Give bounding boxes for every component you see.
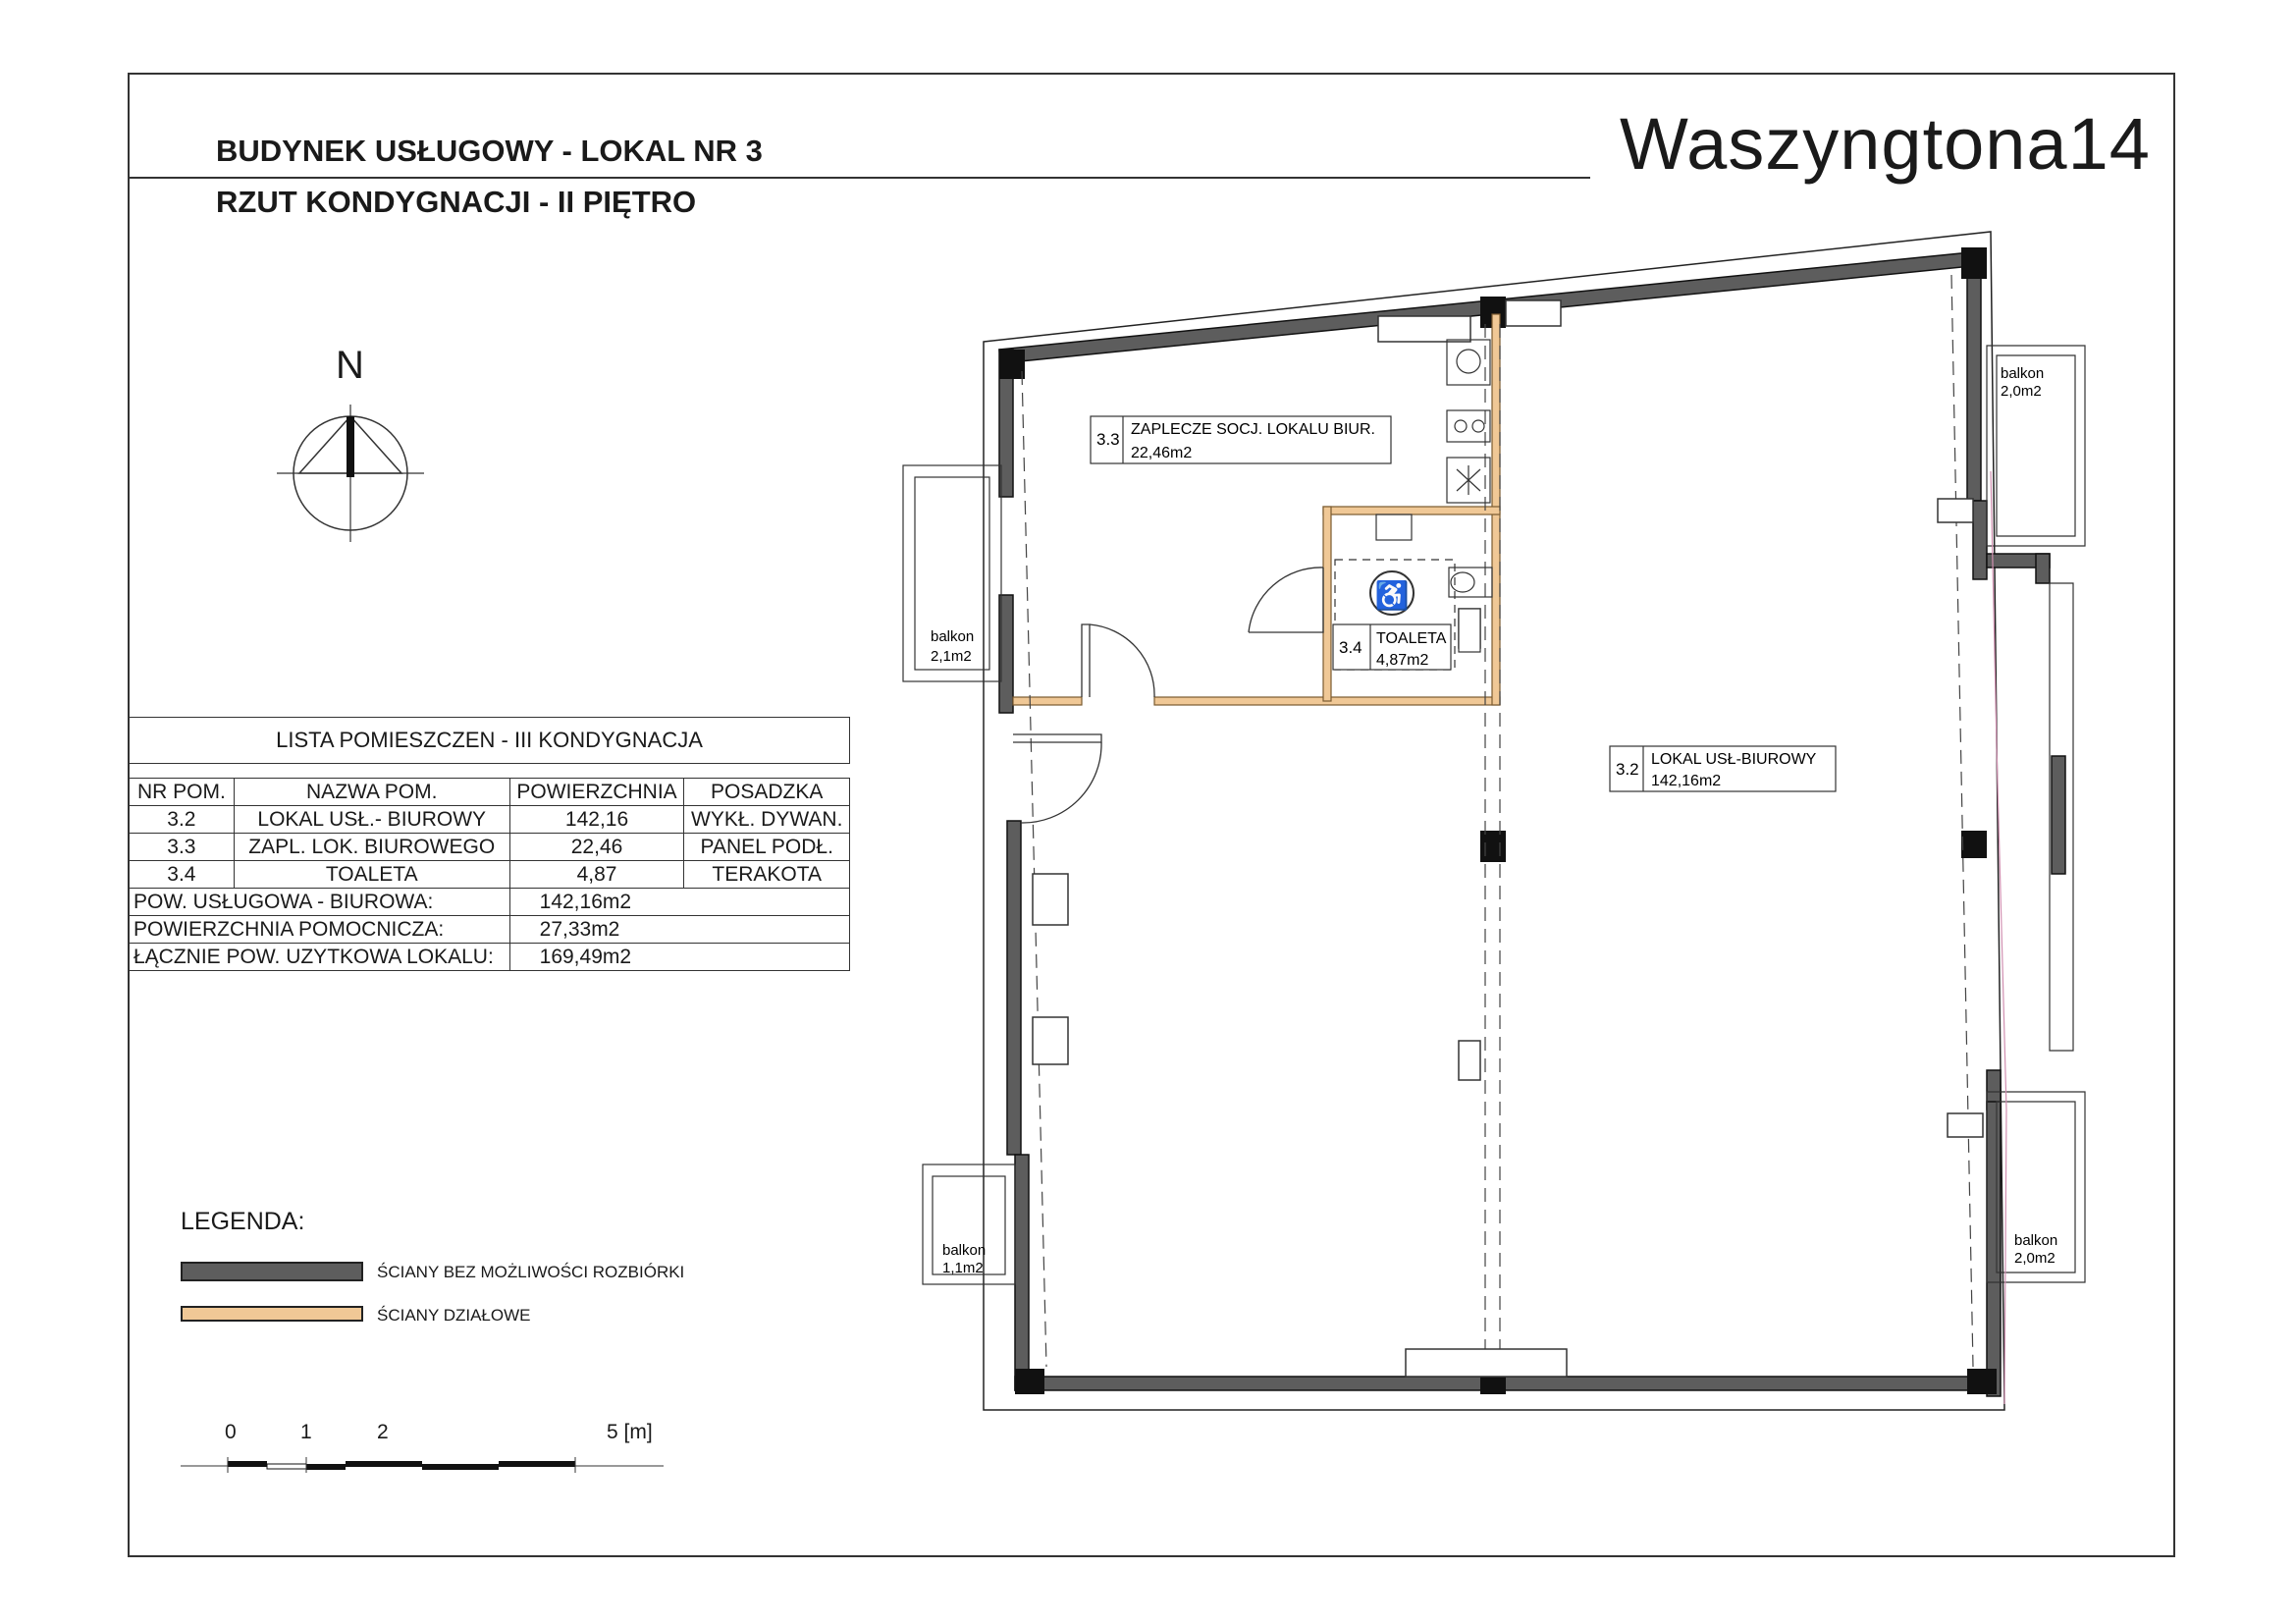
svg-text:♿: ♿ bbox=[1374, 580, 1410, 611]
room-name: TOALETA bbox=[1376, 630, 1447, 647]
north-label: N bbox=[336, 344, 364, 387]
room-number: 3.2 bbox=[1616, 760, 1639, 779]
room-name: ZAPLECZE SOCJ. LOKALU BIUR. bbox=[1131, 421, 1375, 438]
summary-label: ŁĄCZNIE POW. UZYTKOWA LOKALU: bbox=[130, 944, 510, 971]
drawing-subtitle: RZUT KONDYGNACJI - II PIĘTRO bbox=[216, 185, 697, 219]
balcony-name: balkon bbox=[2014, 1232, 2058, 1249]
legend-title: LEGENDA: bbox=[181, 1208, 305, 1235]
summary-value: 142,16m2 bbox=[509, 889, 849, 916]
scale-tick-label: 5 [m] bbox=[607, 1421, 653, 1443]
balcony-name: balkon bbox=[931, 628, 975, 645]
room-table-title: LISTA POMIESZCZEN - III KONDYGNACJA bbox=[130, 718, 850, 764]
summary-value: 27,33m2 bbox=[509, 916, 849, 944]
scale-tick-label: 1 bbox=[300, 1421, 312, 1443]
room-number: 3.3 bbox=[1096, 430, 1120, 449]
room-number: 3.4 bbox=[1339, 638, 1362, 657]
room-area: 4,87m2 bbox=[1376, 652, 1429, 669]
legend-structural-label: ŚCIANY BEZ MOŻLIWOŚCI ROZBIÓRKI bbox=[377, 1263, 685, 1281]
scale-tick-label: 2 bbox=[377, 1421, 389, 1443]
room-number: 3.2 bbox=[130, 806, 235, 834]
balcony-area: 2,1m2 bbox=[931, 648, 972, 665]
summary-label: POW. USŁUGOWA - BIUROWA: bbox=[130, 889, 510, 916]
balcony-name: balkon bbox=[2001, 365, 2045, 382]
room-number: 3.3 bbox=[130, 834, 235, 861]
kitchen-fixtures bbox=[1447, 340, 1490, 503]
brand-logo-text: Waszyngtona14 bbox=[1620, 103, 2151, 185]
balcony-name: balkon bbox=[942, 1242, 987, 1259]
room-area: 4,87 bbox=[509, 861, 684, 889]
room-number: 3.4 bbox=[130, 861, 235, 889]
room-name: TOALETA bbox=[234, 861, 509, 889]
legend-partition-label: ŚCIANY DZIAŁOWE bbox=[377, 1306, 531, 1325]
room-area: 22,46 bbox=[509, 834, 684, 861]
balcony-area: 1,1m2 bbox=[942, 1260, 984, 1276]
room-area: 142,16m2 bbox=[1651, 773, 1722, 789]
room-area: 22,46m2 bbox=[1131, 445, 1193, 461]
balcony-area: 2,0m2 bbox=[2014, 1250, 2056, 1267]
drawing-title: BUDYNEK USŁUGOWY - LOKAL NR 3 bbox=[216, 134, 763, 168]
header-cell: POSADZKA bbox=[684, 779, 850, 806]
room-floor: TERAKOTA bbox=[684, 861, 850, 889]
scale-tick-label: 0 bbox=[225, 1421, 237, 1443]
doors bbox=[1013, 568, 1323, 823]
header-cell: NR POM. bbox=[130, 779, 235, 806]
room-name: LOKAL USŁ.- BIUROWY bbox=[234, 806, 509, 834]
room-floor: PANEL PODŁ. bbox=[684, 834, 850, 861]
room-area: 142,16 bbox=[509, 806, 684, 834]
balcony-area: 2,0m2 bbox=[2001, 383, 2042, 400]
room-floor: WYKŁ. DYWAN. bbox=[684, 806, 850, 834]
header-cell: NAZWA POM. bbox=[234, 779, 509, 806]
wheelchair-icon bbox=[1370, 571, 1414, 615]
room-name: ZAPL. LOK. BIUROWEGO bbox=[234, 834, 509, 861]
header-cell: POWIERZCHNIA bbox=[509, 779, 684, 806]
summary-label: POWIERZCHNIA POMOCNICZA: bbox=[130, 916, 510, 944]
room-name: LOKAL USŁ-BIUROWY bbox=[1651, 751, 1817, 768]
summary-value: 169,49m2 bbox=[509, 944, 849, 971]
